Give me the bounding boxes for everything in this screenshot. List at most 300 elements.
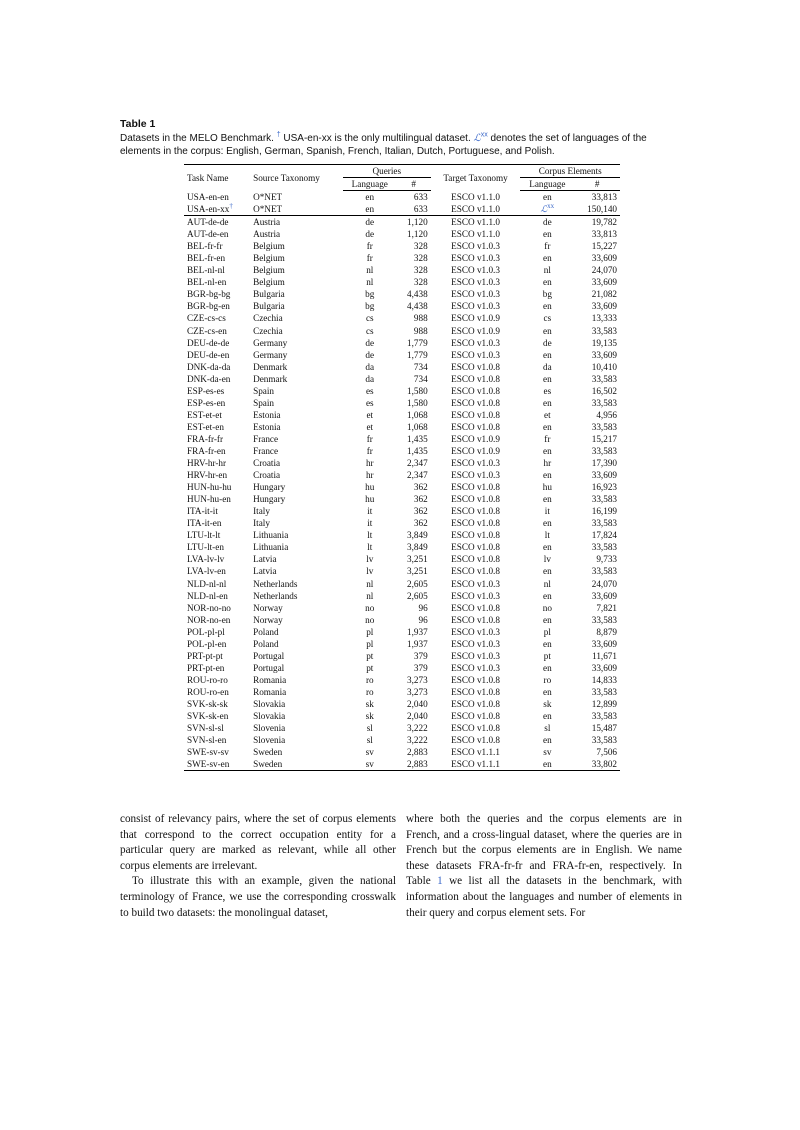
cell-corpus-language bbox=[520, 602, 574, 614]
cell-corpus-language-text: es bbox=[543, 385, 552, 396]
cell-corpus-count-text: 33,813 bbox=[591, 192, 617, 203]
cell-query-count-text: 988 bbox=[413, 313, 428, 324]
table-row bbox=[184, 541, 620, 553]
cell-query-language bbox=[343, 638, 397, 650]
cell-query-count bbox=[397, 409, 431, 421]
cell-corpus-language-text: nl bbox=[543, 265, 551, 276]
cell-source-taxonomy bbox=[250, 445, 343, 457]
cell-query-language bbox=[343, 421, 397, 433]
cell-target-taxonomy bbox=[431, 457, 521, 469]
caption-part3: denotes the set of languages of the elements in the corpus: English, German, Spanish, French, Italian, Dutch, Portuguese, and Polish. bbox=[120, 133, 647, 157]
cell-corpus-language-text: en bbox=[543, 590, 552, 601]
cell-target-taxonomy-text: ESCO v1.0.8 bbox=[451, 482, 500, 493]
cell-corpus-language bbox=[520, 590, 574, 602]
cell-corpus-count-text: 15,487 bbox=[591, 723, 617, 734]
cell-query-language bbox=[343, 373, 397, 385]
cell-corpus-language-text: da bbox=[543, 361, 552, 372]
cell-corpus-count-text: 8,879 bbox=[596, 626, 617, 637]
cell-source-taxonomy bbox=[250, 602, 343, 614]
cell-query-count bbox=[397, 674, 431, 686]
cell-target-taxonomy-text: ESCO v1.1.1 bbox=[451, 759, 500, 770]
cell-corpus-count-text: 33,609 bbox=[591, 349, 617, 360]
table-row bbox=[184, 553, 620, 565]
cell-corpus-count bbox=[574, 325, 620, 337]
table-row bbox=[184, 614, 620, 626]
cell-task-name-text: USA-en-en bbox=[187, 191, 229, 202]
language-set-symbol: ℒ bbox=[473, 133, 481, 144]
cell-corpus-count bbox=[574, 602, 620, 614]
cell-query-count bbox=[397, 325, 431, 337]
cell-task-name bbox=[184, 662, 250, 674]
header-source-taxonomy: Source Taxonomy bbox=[250, 165, 343, 191]
cell-source-taxonomy bbox=[250, 662, 343, 674]
cell-task-name bbox=[184, 421, 250, 433]
cell-corpus-language-text: en bbox=[543, 735, 552, 746]
table-row bbox=[184, 264, 620, 276]
cell-target-taxonomy bbox=[431, 337, 521, 349]
cell-source-taxonomy-text: Italy bbox=[253, 518, 270, 529]
cell-corpus-language-text: de bbox=[543, 337, 552, 348]
table-row bbox=[184, 481, 620, 493]
cell-corpus-language-text: en bbox=[543, 518, 552, 529]
cell-task-name bbox=[184, 337, 250, 349]
cell-task-name-text: HRV-hr-en bbox=[187, 470, 228, 481]
cell-query-language bbox=[343, 349, 397, 361]
cell-corpus-count bbox=[574, 758, 620, 771]
cell-corpus-count-text: 33,609 bbox=[591, 638, 617, 649]
cell-corpus-count-text: 33,583 bbox=[591, 686, 617, 697]
cell-task-name-text: BEL-nl-en bbox=[187, 277, 227, 288]
cell-target-taxonomy-text: ESCO v1.0.3 bbox=[451, 470, 500, 481]
cell-query-count bbox=[397, 710, 431, 722]
cell-task-name bbox=[184, 385, 250, 397]
table-row bbox=[184, 191, 620, 204]
cell-source-taxonomy-text: Italy bbox=[253, 506, 270, 517]
cell-query-count-text: 3,251 bbox=[406, 554, 428, 565]
cell-corpus-language-text: de bbox=[543, 217, 552, 228]
cell-query-language bbox=[343, 337, 397, 349]
cell-query-language-text: bg bbox=[365, 289, 375, 300]
cell-source-taxonomy bbox=[250, 312, 343, 324]
cell-corpus-count-text: 33,609 bbox=[591, 470, 617, 481]
cell-corpus-count bbox=[574, 300, 620, 312]
cell-corpus-language bbox=[520, 361, 574, 373]
cell-query-count-text: 1,068 bbox=[406, 421, 428, 432]
cell-corpus-count-text: 16,199 bbox=[591, 506, 617, 517]
cell-target-taxonomy bbox=[431, 276, 521, 288]
cell-query-count-text: 3,849 bbox=[406, 530, 428, 541]
cell-query-count-text: 633 bbox=[413, 192, 428, 203]
cell-query-language-text: pl bbox=[366, 626, 374, 637]
cell-query-language bbox=[343, 216, 397, 229]
table-row bbox=[184, 650, 620, 662]
cell-source-taxonomy bbox=[250, 541, 343, 553]
cell-source-taxonomy-text: Netherlands bbox=[253, 590, 298, 601]
cell-corpus-language-text: en bbox=[543, 325, 552, 336]
cell-target-taxonomy bbox=[431, 602, 521, 614]
cell-query-language bbox=[343, 578, 397, 590]
cell-corpus-count-text: 19,782 bbox=[591, 217, 617, 228]
cell-target-taxonomy bbox=[431, 722, 521, 734]
cell-target-taxonomy-text: ESCO v1.0.8 bbox=[451, 723, 500, 734]
table-row bbox=[184, 349, 620, 361]
cell-corpus-language-text: en bbox=[543, 614, 552, 625]
cell-corpus-count-text: 33,583 bbox=[591, 711, 617, 722]
cell-source-taxonomy bbox=[250, 216, 343, 229]
cell-target-taxonomy-text: ESCO v1.1.0 bbox=[451, 204, 500, 215]
cell-corpus-language-text: en bbox=[543, 638, 552, 649]
table-row bbox=[184, 626, 620, 638]
table-row bbox=[184, 578, 620, 590]
cell-query-count bbox=[397, 469, 431, 481]
caption-part1: Datasets in the MELO Benchmark. bbox=[120, 133, 277, 144]
cell-target-taxonomy bbox=[431, 734, 521, 746]
cell-task-name bbox=[184, 325, 250, 337]
cell-source-taxonomy bbox=[250, 650, 343, 662]
cell-corpus-language-text: no bbox=[542, 602, 552, 613]
cell-corpus-count bbox=[574, 565, 620, 577]
cell-query-language bbox=[343, 626, 397, 638]
cell-target-taxonomy-text: ESCO v1.0.8 bbox=[451, 518, 500, 529]
cell-task-name-text: POL-pl-en bbox=[187, 638, 227, 649]
datasets-table bbox=[184, 164, 620, 771]
cell-target-taxonomy-text: ESCO v1.0.8 bbox=[451, 566, 500, 577]
cell-target-taxonomy bbox=[431, 349, 521, 361]
cell-query-language-text: pt bbox=[366, 650, 374, 661]
cell-target-taxonomy-text: ESCO v1.0.8 bbox=[451, 397, 500, 408]
cell-corpus-language bbox=[520, 228, 574, 240]
cell-query-language bbox=[343, 469, 397, 481]
cell-corpus-count bbox=[574, 337, 620, 349]
cell-corpus-count bbox=[574, 529, 620, 541]
cell-target-taxonomy bbox=[431, 746, 521, 758]
cell-task-name bbox=[184, 228, 250, 240]
cell-corpus-language-text: pt bbox=[543, 650, 551, 661]
cell-query-language-text: lv bbox=[366, 554, 374, 565]
table-row bbox=[184, 505, 620, 517]
cell-query-count-text: 362 bbox=[413, 494, 428, 505]
cell-target-taxonomy bbox=[431, 325, 521, 337]
cell-corpus-language-text: nl bbox=[543, 578, 551, 589]
cell-corpus-language bbox=[520, 349, 574, 361]
table-row bbox=[184, 228, 620, 240]
cell-query-count bbox=[397, 493, 431, 505]
table-row bbox=[184, 590, 620, 602]
cell-corpus-count-text: 33,583 bbox=[591, 325, 617, 336]
cell-target-taxonomy bbox=[431, 300, 521, 312]
table-row bbox=[184, 216, 620, 229]
cell-query-count-text: 3,222 bbox=[406, 723, 428, 734]
cell-target-taxonomy-text: ESCO v1.0.9 bbox=[451, 325, 500, 336]
cell-source-taxonomy-text: France bbox=[253, 446, 279, 456]
cell-task-name bbox=[184, 433, 250, 445]
language-set-superscript: xx bbox=[547, 202, 555, 210]
cell-target-taxonomy-text: ESCO v1.0.8 bbox=[451, 494, 500, 505]
cell-corpus-language-text: en bbox=[543, 759, 552, 770]
cell-corpus-language bbox=[520, 264, 574, 276]
cell-corpus-language bbox=[520, 312, 574, 324]
cell-task-name bbox=[184, 457, 250, 469]
cell-source-taxonomy-text: France bbox=[253, 433, 279, 444]
cell-source-taxonomy-text: Austria bbox=[253, 217, 281, 228]
cell-source-taxonomy bbox=[250, 469, 343, 481]
cell-corpus-count bbox=[574, 517, 620, 529]
cell-task-name-text: SVK-sk-sk bbox=[187, 698, 228, 709]
cell-target-taxonomy bbox=[431, 541, 521, 553]
dagger-mark: † bbox=[229, 202, 233, 210]
cell-target-taxonomy-text: ESCO v1.0.9 bbox=[451, 446, 500, 456]
table-row bbox=[184, 300, 620, 312]
cell-corpus-language bbox=[520, 698, 574, 710]
cell-corpus-count-text: 33,609 bbox=[591, 662, 617, 673]
cell-task-name bbox=[184, 361, 250, 373]
cell-source-taxonomy bbox=[250, 686, 343, 698]
header-query-language: Language bbox=[343, 178, 397, 191]
cell-target-taxonomy-text: ESCO v1.0.8 bbox=[451, 674, 500, 685]
cell-corpus-count bbox=[574, 493, 620, 505]
cell-target-taxonomy bbox=[431, 203, 521, 216]
cell-target-taxonomy-text: ESCO v1.0.9 bbox=[451, 313, 500, 324]
cell-query-count bbox=[397, 228, 431, 240]
cell-query-language bbox=[343, 264, 397, 276]
cell-task-name bbox=[184, 203, 250, 216]
cell-target-taxonomy-text: ESCO v1.0.3 bbox=[451, 578, 500, 589]
cell-task-name bbox=[184, 722, 250, 734]
cell-task-name-text: HUN-hu-hu bbox=[187, 482, 232, 493]
cell-corpus-count-text: 33,583 bbox=[591, 614, 617, 625]
cell-source-taxonomy bbox=[250, 710, 343, 722]
cell-source-taxonomy bbox=[250, 276, 343, 288]
cell-source-taxonomy-text: Belgium bbox=[253, 253, 285, 264]
cell-target-taxonomy bbox=[431, 565, 521, 577]
cell-target-taxonomy-text: ESCO v1.1.1 bbox=[451, 747, 500, 758]
cell-source-taxonomy-text: Hungary bbox=[253, 482, 286, 493]
table-row bbox=[184, 722, 620, 734]
cell-source-taxonomy-text: Poland bbox=[253, 626, 279, 637]
cell-corpus-count bbox=[574, 578, 620, 590]
cell-source-taxonomy bbox=[250, 397, 343, 409]
cell-query-language bbox=[343, 758, 397, 771]
cell-query-count-text: 362 bbox=[413, 518, 428, 529]
cell-task-name-text: SVN-sl-sl bbox=[187, 723, 224, 734]
cell-query-count-text: 328 bbox=[413, 241, 428, 252]
table-reference-link[interactable]: 1 bbox=[437, 875, 443, 888]
cell-corpus-language-text: en bbox=[543, 446, 552, 456]
cell-query-language-text: hr bbox=[365, 470, 374, 481]
cell-corpus-count bbox=[574, 457, 620, 469]
cell-corpus-count bbox=[574, 240, 620, 252]
header-corpus-elements: Corpus Elements bbox=[520, 165, 620, 178]
cell-task-name bbox=[184, 312, 250, 324]
cell-query-count-text: 4,438 bbox=[406, 289, 428, 300]
header-corpus-language: Language bbox=[520, 178, 574, 191]
cell-query-count-text: 1,779 bbox=[406, 337, 428, 348]
cell-target-taxonomy-text: ESCO v1.0.8 bbox=[451, 530, 500, 541]
cell-query-language-text: ro bbox=[365, 686, 374, 697]
cell-source-taxonomy-text: Bulgaria bbox=[253, 301, 285, 312]
cell-source-taxonomy bbox=[250, 288, 343, 300]
cell-target-taxonomy bbox=[431, 529, 521, 541]
cell-query-count bbox=[397, 312, 431, 324]
cell-source-taxonomy-text: Slovenia bbox=[253, 723, 286, 734]
cell-corpus-language-text: en bbox=[543, 349, 552, 360]
cell-corpus-count-text: 33,583 bbox=[591, 518, 617, 529]
cell-source-taxonomy-text: Germany bbox=[253, 349, 288, 360]
cell-corpus-language-text: fr bbox=[544, 433, 551, 444]
cell-task-name-text: DNK-da-da bbox=[187, 361, 231, 372]
cell-task-name bbox=[184, 758, 250, 771]
cell-source-taxonomy bbox=[250, 614, 343, 626]
cell-query-count bbox=[397, 481, 431, 493]
cell-corpus-count bbox=[574, 191, 620, 204]
cell-query-language bbox=[343, 325, 397, 337]
cell-corpus-count bbox=[574, 614, 620, 626]
cell-corpus-language bbox=[520, 493, 574, 505]
cell-source-taxonomy-text: Estonia bbox=[253, 421, 281, 432]
cell-source-taxonomy bbox=[250, 325, 343, 337]
body-column-right bbox=[406, 812, 682, 921]
cell-query-count bbox=[397, 541, 431, 553]
cell-task-name bbox=[184, 710, 250, 722]
cell-task-name bbox=[184, 481, 250, 493]
cell-source-taxonomy bbox=[250, 529, 343, 541]
cell-task-name bbox=[184, 469, 250, 481]
cell-target-taxonomy bbox=[431, 505, 521, 517]
cell-target-taxonomy bbox=[431, 397, 521, 409]
cell-corpus-language-text: en bbox=[543, 253, 552, 264]
cell-query-count bbox=[397, 373, 431, 385]
cell-corpus-language-text: en bbox=[543, 397, 552, 408]
cell-query-count bbox=[397, 626, 431, 638]
table-row bbox=[184, 361, 620, 373]
cell-target-taxonomy-text: ESCO v1.0.3 bbox=[451, 301, 500, 312]
table-row bbox=[184, 445, 620, 457]
cell-task-name bbox=[184, 445, 250, 457]
cell-query-count bbox=[397, 457, 431, 469]
cell-corpus-language-text: ro bbox=[543, 674, 552, 685]
cell-target-taxonomy bbox=[431, 698, 521, 710]
cell-corpus-language bbox=[520, 650, 574, 662]
cell-corpus-count-text: 33,583 bbox=[591, 397, 617, 408]
cell-target-taxonomy-text: ESCO v1.0.3 bbox=[451, 289, 500, 300]
table-row bbox=[184, 312, 620, 324]
cell-corpus-language bbox=[520, 565, 574, 577]
cell-corpus-count bbox=[574, 276, 620, 288]
cell-target-taxonomy-text: ESCO v1.0.8 bbox=[451, 686, 500, 697]
cell-target-taxonomy-text: ESCO v1.1.0 bbox=[451, 217, 500, 228]
cell-query-count bbox=[397, 361, 431, 373]
cell-query-count-text: 2,347 bbox=[406, 458, 428, 469]
cell-target-taxonomy bbox=[431, 493, 521, 505]
cell-corpus-language-text: sv bbox=[543, 747, 552, 758]
cell-corpus-count bbox=[574, 710, 620, 722]
cell-source-taxonomy-text: Romania bbox=[253, 674, 287, 685]
cell-corpus-count bbox=[574, 590, 620, 602]
cell-target-taxonomy-text: ESCO v1.0.3 bbox=[451, 458, 500, 469]
cell-task-name bbox=[184, 674, 250, 686]
cell-corpus-language-text: it bbox=[544, 506, 550, 517]
language-set-superscript: xx bbox=[480, 131, 488, 139]
cell-source-taxonomy bbox=[250, 361, 343, 373]
paragraph-text: where both the queries and the corpus elements are in French, and a cross-lingual dataset, where the queries are in French but the corpus elements are in English. We name these datasets FRA-fr-fr and FRA-fr-en, respectively. In Table bbox=[406, 813, 682, 888]
cell-query-language-text: es bbox=[365, 397, 374, 408]
cell-task-name bbox=[184, 529, 250, 541]
cell-source-taxonomy-text: Latvia bbox=[253, 566, 277, 577]
cell-target-taxonomy-text: ESCO v1.0.8 bbox=[451, 373, 500, 384]
cell-query-language-text: sv bbox=[365, 747, 374, 758]
cell-source-taxonomy-text: Czechia bbox=[253, 325, 283, 336]
cell-source-taxonomy bbox=[250, 734, 343, 746]
cell-query-language bbox=[343, 614, 397, 626]
table-row bbox=[184, 517, 620, 529]
cell-corpus-language bbox=[520, 553, 574, 565]
cell-task-name-text: LVA-lv-en bbox=[187, 566, 226, 577]
cell-corpus-count bbox=[574, 746, 620, 758]
cell-corpus-count-text: 11,671 bbox=[592, 650, 617, 661]
cell-query-language-text: fr bbox=[366, 253, 373, 264]
cell-task-name-text: ROU-ro-en bbox=[187, 686, 229, 697]
cell-target-taxonomy-text: ESCO v1.1.0 bbox=[451, 229, 500, 240]
cell-task-name bbox=[184, 409, 250, 421]
cell-query-count-text: 96 bbox=[418, 614, 428, 625]
cell-query-language bbox=[343, 361, 397, 373]
cell-source-taxonomy bbox=[250, 481, 343, 493]
cell-query-count bbox=[397, 722, 431, 734]
cell-query-language-text: no bbox=[365, 602, 375, 613]
cell-source-taxonomy-text: Slovakia bbox=[253, 711, 286, 722]
cell-query-count-text: 734 bbox=[413, 361, 428, 372]
cell-task-name bbox=[184, 252, 250, 264]
cell-query-language bbox=[343, 674, 397, 686]
cell-query-count bbox=[397, 216, 431, 229]
cell-corpus-language-text: sk bbox=[543, 698, 552, 709]
cell-corpus-count bbox=[574, 421, 620, 433]
cell-corpus-language bbox=[520, 722, 574, 734]
cell-source-taxonomy-text: Hungary bbox=[253, 494, 286, 505]
header-task-name: Task Name bbox=[184, 165, 250, 191]
cell-corpus-count-text: 4,956 bbox=[596, 409, 617, 420]
cell-query-language bbox=[343, 746, 397, 758]
cell-task-name-text: BGR-bg-bg bbox=[187, 289, 231, 300]
cell-query-count-text: 734 bbox=[413, 373, 428, 384]
cell-query-language-text: en bbox=[365, 192, 375, 203]
cell-query-language bbox=[343, 710, 397, 722]
cell-task-name bbox=[184, 505, 250, 517]
cell-corpus-language-text: hu bbox=[542, 482, 552, 493]
cell-corpus-language bbox=[520, 409, 574, 421]
cell-task-name-text: NLD-nl-nl bbox=[187, 578, 227, 589]
cell-query-count-text: 1,580 bbox=[406, 385, 428, 396]
cell-corpus-count-text: 9,733 bbox=[596, 554, 617, 565]
cell-corpus-language-text: en bbox=[543, 566, 552, 577]
cell-query-language-text: da bbox=[365, 361, 375, 372]
table-row bbox=[184, 203, 620, 216]
cell-source-taxonomy bbox=[250, 457, 343, 469]
cell-task-name-text: EST-et-et bbox=[187, 409, 222, 420]
cell-query-language-text: nl bbox=[366, 578, 374, 589]
table-row bbox=[184, 457, 620, 469]
table-row bbox=[184, 325, 620, 337]
cell-target-taxonomy bbox=[431, 650, 521, 662]
cell-corpus-count bbox=[574, 722, 620, 734]
cell-corpus-count-text: 17,824 bbox=[591, 530, 617, 541]
cell-corpus-language bbox=[520, 385, 574, 397]
cell-query-language-text: pt bbox=[366, 662, 374, 673]
cell-query-language-text: lt bbox=[367, 530, 373, 541]
table-row bbox=[184, 638, 620, 650]
cell-corpus-language-text: cs bbox=[543, 313, 552, 324]
table-caption bbox=[120, 133, 682, 158]
